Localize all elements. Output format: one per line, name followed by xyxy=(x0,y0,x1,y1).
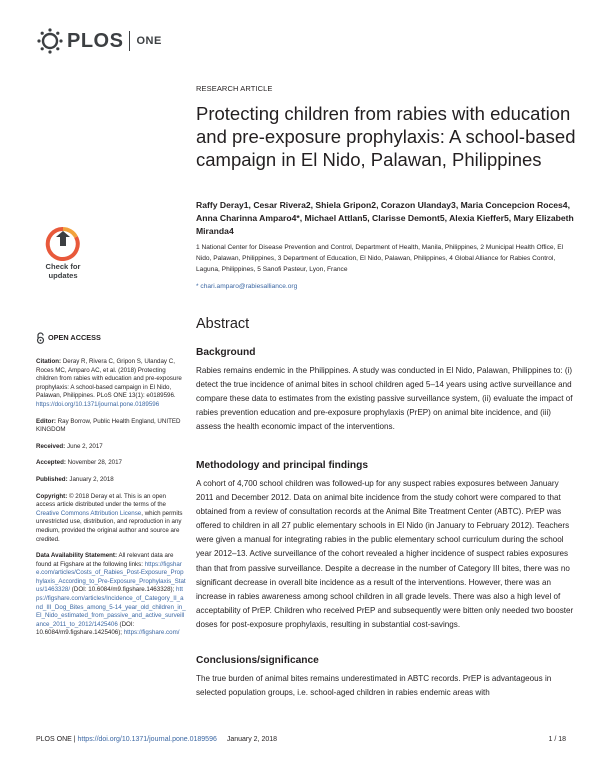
figshare-link-2[interactable]: https://figshare.com/articles/Incidence_of_Category_II_and_III_Dog_Bites_among_5-14_year_old_children_in_El_Nido_estimated_from_passive_and_active_surveillance_2011_to_2012/1425406 xyxy=(36,586,186,628)
abstract-heading: Abstract xyxy=(196,316,250,332)
citation-doi-link[interactable]: https://doi.org/10.1371/journal.pone.0189596 xyxy=(36,400,160,408)
footer-date: January 2, 2018 xyxy=(226,736,278,743)
received-date: Received: June 2, 2017 xyxy=(36,442,103,450)
article-info-sidebar xyxy=(36,332,186,646)
footer-separator: | xyxy=(71,736,78,743)
affiliations: 1 National Center for Disease Prevention and Control, Department of Health, Manila, Philippines, 2 Municipal Health Office, El Nido, Palawan, Philippines, 3 Department of Education, El Nido, Palawan, Philippines, 4 Global Alliance for Rabies Control, Laguna, Philippines, 5 Sanofi Pasteur, Lyon, France xyxy=(196,244,564,273)
check-updates-icon xyxy=(37,227,89,261)
article-type: RESEARCH ARTICLE xyxy=(196,84,273,93)
methods-paragraph: A cohort of 4,700 school children was followed-up for any suspect rabies exposures between January 2011 and December 2012. Data on animal bite incidence from the study cohort were compared to that obtained from a review of consultation records at the Animal Bite Treatment Center (ABTC). PrEP was offered to children in all 27 public elementary schools in El Nido (in January to February 2012). Teachers were given a manual for integrating rabies in the public elementary school curriculum during the school year 2012–13. Active surveillance of the cohort revealed a higher incidence of suspect rabies exposures than that from passive surveillance. Despite a decrease in the number of Category III bites, there was no significant decrease in overall bite incidence as a result of the interventions. However, there was an increase in rabies awareness among school children in all grade levels. There was also a high level of acceptability of PrEP. Children who received PrEP and subsequently were bitten only needed two booster doses for post-exposure prophylaxis, resulting in substantial cost-savings. xyxy=(196,479,574,629)
corresponding-email-link[interactable]: * chari.amparo@rabiesalliance.org xyxy=(196,283,298,290)
page-number: 1 / 18 xyxy=(548,736,566,743)
badge-line-2: updates xyxy=(48,270,78,280)
logo-plos-text: PLOS xyxy=(67,29,124,52)
data-availability-block: Data Availability Statement: All relevant data are found at Figshare at the following links: https://figshare.com/articles/Costs_of_Rabies_Post-Exposure_Prophylaxis_According_to_Pre-Exposure_Prophylaxis_Status/1463328/ (DOI: 10.6084/m9.figshare.1463328); https://figshare.com/articles/Incidence_of_Category_II_and_III_Dog_Bites_among_5-14_year_old_children_in_El_Nido_estimated_from_passive_and_active_surveillance_2011_to_2012/1425406 (DOI: 10.6084/m9.figshare.1425406); https://figshare.com/ xyxy=(36,552,186,637)
logo-one-text: ONE xyxy=(136,35,162,47)
background-paragraph: Rabies remains endemic in the Philippines. A study was conducted in El Nido, Palawan, Philippines to: (i) detect the true incidence of animal bites in school children aged 5–14 years using active surveillance and compare these data to estimates from the existing passive surveillance system, (ii) evaluate the impact of rabies prevention education and pre-exposure prophylaxis (PrEP) on animal bite incidence, and (iii) assess the health economic impact of the interventions. xyxy=(196,366,573,432)
open-lock-icon xyxy=(36,332,45,344)
methods-heading: Methodology and principal findings xyxy=(196,460,369,471)
article-title: Protecting children from rabies with education and pre-exposure prophylaxis: A school-based campaign in El Nido, Palawan, Philippines xyxy=(196,103,576,170)
badge-line-1: Check for xyxy=(45,262,81,271)
published-date: Published: January 2, 2018 xyxy=(36,475,114,483)
footer-doi-link[interactable]: https://doi.org/10.1371/journal.pone.0189596 xyxy=(77,736,217,743)
page-footer xyxy=(36,736,566,743)
citation-block: Citation: Deray R, Rivera C, Gripon S, Ulanday C, Roces MC, Amparo AC, et al. (2018) Protecting children from rabies with education and pre-exposure prophylaxis: A school-based campaign in El Nido, Palawan, Philippines. PLoS ONE 13(1): e0189596. https://doi.org/10.1371/journal.pone.0189596 xyxy=(36,358,182,408)
logo-divider xyxy=(129,31,130,51)
open-access-label: OPEN ACCESS xyxy=(36,332,186,344)
editor-block: Editor: Ray Borrow, Public Health England, UNITED KINGDOM xyxy=(36,417,181,434)
author-list: Raffy Deray1, Cesar Rivera2, Shiela Gripon2, Corazon Ulanday3, Maria Concepcion Roces4, Anna Charinna Amparo4*, Michael Attlan5, Clarisse Demont5, Alexia Kieffer5, Mary Elizabeth Miranda4 xyxy=(196,200,574,236)
figshare-link-1[interactable]: https://figshare.com/articles/Costs_of_Rabies_Post-Exposure_Prophylaxis_According_to_Pre-Exposure_Prophylaxis_Status/1463328/ xyxy=(36,560,186,594)
plos-one-logo xyxy=(36,26,162,56)
conclusions-heading: Conclusions/significance xyxy=(196,655,319,666)
cc-license-link[interactable]: Creative Commons Attribution License xyxy=(36,509,142,517)
check-for-updates-badge[interactable] xyxy=(37,227,89,287)
background-heading: Background xyxy=(196,347,256,358)
figshare-link-3[interactable]: https://figshare.com/ xyxy=(123,629,180,637)
plos-logo-icon xyxy=(36,27,64,55)
conclusions-paragraph: The true burden of animal bites remains underestimated in ABTC records. PrEP is advantageous in selected population groups, i.e. school-aged children in rabies endemic areas with xyxy=(196,674,552,698)
copyright-block: Copyright: © 2018 Deray et al. This is an open access article distributed under the terms of the Creative Commons Attribution License, which permits unrestricted use, distribution, and reproduction in any medium, provided the original author and source are credited. xyxy=(36,492,183,543)
accepted-date: Accepted: November 28, 2017 xyxy=(36,459,123,467)
footer-journal: PLOS ONE xyxy=(36,736,72,743)
